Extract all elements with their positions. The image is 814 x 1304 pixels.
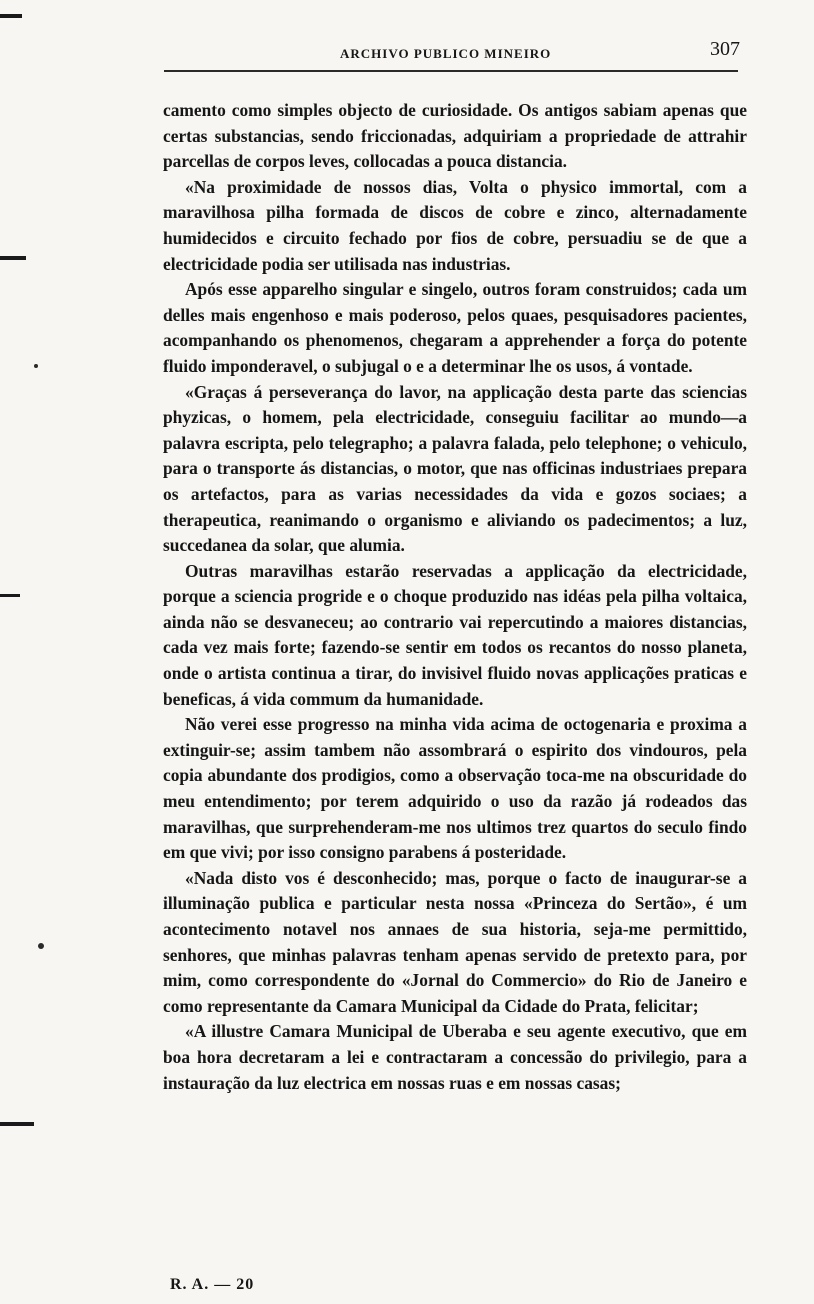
signature-mark: R. A. — 20 bbox=[170, 1276, 255, 1293]
scan-margin-mark bbox=[0, 14, 22, 18]
paragraph: Outras maravilhas estarão reservadas a applicação da electricidade, porque a sciencia progride e o choque produzido nas idéas pela pilha voltaica, ainda não se desvaneceu; ao contrario vai repercutindo a maiores distancias, cada vez mais forte; fazendo-se sentir em todos os recantos do nosso planeta, onde o artista continua a tirar, do invisivel fluido novas applicações praticas e beneficas, á vida commum da humanidade. bbox=[163, 560, 747, 709]
paragraph: «A illustre Camara Municipal de Uberaba e seu agente executivo, que em boa hora decretaram a lei e contractaram a concessão do privilegio, para a instauração da luz electrica em nossas ruas e em nossas casas; bbox=[163, 1021, 747, 1093]
paragraph: «Nada disto vos é desconhecido; mas, porque o facto de inaugurar-se a illuminação publica e particular nesta nossa «Princeza do Sertão», é um acontecimento notavel nos annaes de sua historia, seja-me permittido, senhores, que minhas palavras tenham apenas servido de pretexto para, por mim, como correspondente do «Jornal do Commercio» do Rio de Janeiro e como representante da Camara Municipal da Cidade do Prata, felicitar; bbox=[163, 867, 747, 1016]
paragraph: «Graças á perseverança do lavor, na applicação desta parte das sciencias phyzicas, o homem, pela electricidade, conseguiu facilitar ao mundo—a palavra escripta, pelo telegrapho; a palavra falada, pelo telephone; o vehiculo, para o transporte ás distancias, o motor, que nas officinas industriaes prepara os artefactos, para as varias necessidades da vida e gozos sociaes; a therapeutica, reanimando o organismo e aliviando os padecimentos; a luz, succedanea da solar, que alumia. bbox=[163, 381, 747, 556]
scan-margin-mark bbox=[0, 256, 26, 260]
scan-margin-mark bbox=[0, 1122, 34, 1126]
scan-speck bbox=[34, 364, 38, 368]
paragraph: camento como simples objecto de curiosidade. Os antigos sabiam apenas que certas substancias, sendo friccionadas, adquiriam a propriedade de attrahir parcellas de corpos leves, collocadas a pouca distancia. bbox=[163, 100, 747, 172]
body-text bbox=[163, 98, 747, 1096]
paragraph: «Na proximidade de nossos dias, Volta o physico immortal, com a maravilhosa pilha formada de discos de cobre e zinco, alternadamente humidecidos e circuito fechado por fios de cobre, persuadiu se de que a electricidade podia ser utilisada nas industrias. bbox=[163, 176, 747, 274]
scan-speck bbox=[38, 943, 44, 949]
scan-margin-mark bbox=[0, 594, 20, 597]
paragraph: Após esse apparelho singular e singelo, outros foram construidos; cada um delles mais engenhoso e mais poderoso, pelos quaes, pesquisadores pacientes, acompanhando os phenomenos, chegaram a apprehender a força do potente fluido imponderavel, o subjugal o e a determinar lhe os usos, á vontade. bbox=[163, 279, 747, 376]
page-number: 307 bbox=[710, 38, 740, 60]
running-header bbox=[162, 38, 740, 78]
running-header-title: ARCHIVO PUBLICO MINEIRO bbox=[340, 46, 552, 61]
header-rule bbox=[164, 70, 738, 72]
paragraph: Não verei esse progresso na minha vida acima de octogenaria e proxima a extinguir-se; assim tambem não assombrará o espirito dos vindouros, pela copia abundante dos prodigios, como a observação toca-me na obscuridade do meu entendimento; por terem adquirido o uso da razão já rodeados das maravilhas, que surprehenderam-me nos ultimos trez quartos do seculo findo em que vivi; por isso consigno parabens á posteridade. bbox=[163, 714, 747, 863]
